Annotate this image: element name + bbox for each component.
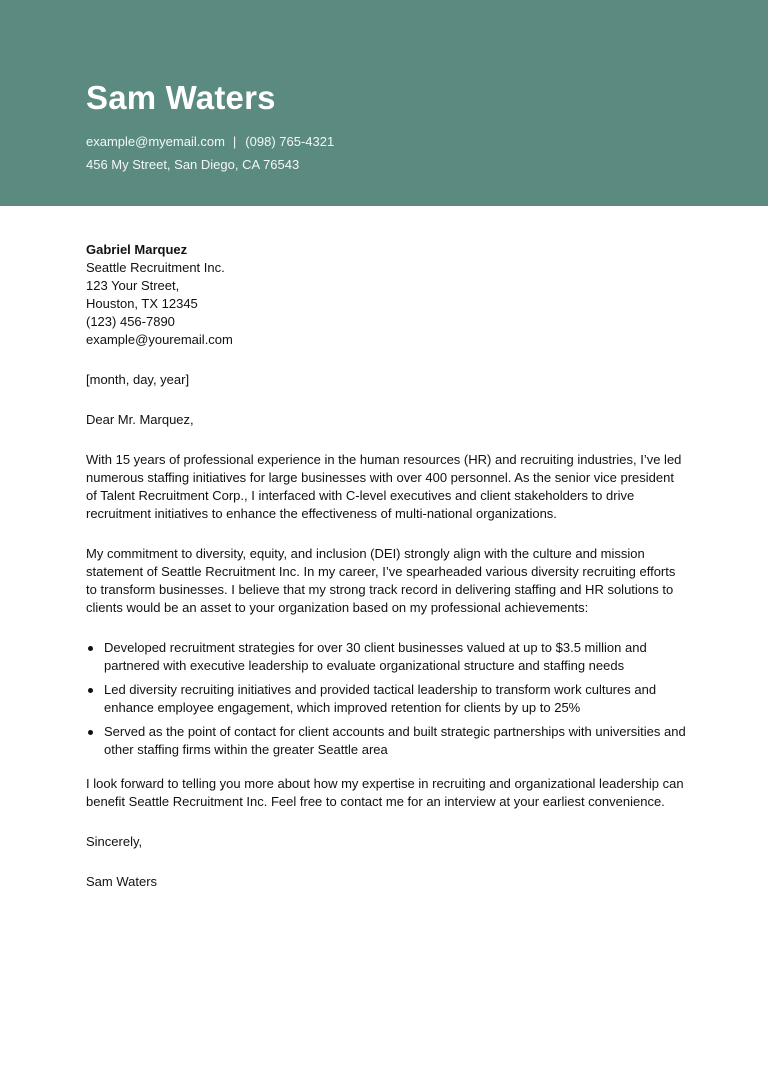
sender-phone: (098) 765-4321 [245, 134, 335, 149]
header-banner [0, 0, 768, 206]
recipient-company: Seattle Recruitment Inc. [86, 260, 225, 275]
contact-line [86, 133, 334, 151]
recipient-block [86, 241, 686, 349]
list-item [104, 723, 686, 759]
recipient-street: 123 Your Street, [86, 278, 180, 293]
paragraph-3: I look forward to telling you more about how my expertise in recruiting and organizational leadership can benefit Seattle Recruitment Inc. Feel free to contact me for an interview at your earliest convenience. [86, 776, 684, 809]
list-item-text: Led diversity recruiting initiatives and provided tactical leadership to transform work cultures and enhance employee engagement, which improved retention for clients by up to 25% [104, 682, 657, 715]
sender-address: 456 My Street, San Diego, CA 76543 [86, 157, 300, 172]
list-item-text: Served as the point of contact for client accounts and built strategic partnerships with universities and other staffing firms within the greater Seattle area [104, 724, 686, 757]
bullet-icon [88, 730, 93, 735]
paragraph-1: With 15 years of professional experience in the human resources (HR) and recruiting industries, I’ve led numerous staffing initiatives for large businesses with over 400 personnel. As the senior vice president of Talent Recruitment Corp., I interfaced with C-level executives and client stakeholders to drive recruitment initiatives to enhance the effectiveness of multi-national organizations. [86, 452, 682, 521]
contact-separator: | [232, 134, 237, 149]
bullet-icon [88, 688, 93, 693]
paragraph-2: My commitment to diversity, equity, and inclusion (DEI) strongly align with the culture and mission statement of Seattle Recruitment Inc. In my career, I’ve spearheaded various diversity recruiting efforts to transform businesses. I believe that my strong track record in delivering staffing and HR solutions to clients would be an asset to your organization based on my professional achievements: [86, 546, 676, 615]
salutation: Dear Mr. Marquez, [86, 412, 194, 427]
signature: Sam Waters [86, 874, 158, 889]
sender-email: example@myemail.com [86, 134, 225, 149]
list-item-text: Developed recruitment strategies for over 30 client businesses valued at up to $3.5 million and partnered with executive leadership to evaluate organizational structure and staffing needs [104, 640, 647, 673]
letter-date: [month, day, year] [86, 372, 190, 387]
list-item [104, 681, 686, 717]
closing: Sincerely, [86, 834, 143, 849]
list-item [104, 639, 686, 675]
recipient-email: example@youremail.com [86, 332, 233, 347]
sender-name: Sam Waters [86, 79, 276, 116]
letter-body [86, 241, 686, 891]
recipient-phone: (123) 456-7890 [86, 314, 175, 329]
bullet-icon [88, 646, 93, 651]
achievements-list [86, 639, 686, 759]
recipient-city: Houston, TX 12345 [86, 296, 198, 311]
recipient-name: Gabriel Marquez [86, 242, 188, 257]
